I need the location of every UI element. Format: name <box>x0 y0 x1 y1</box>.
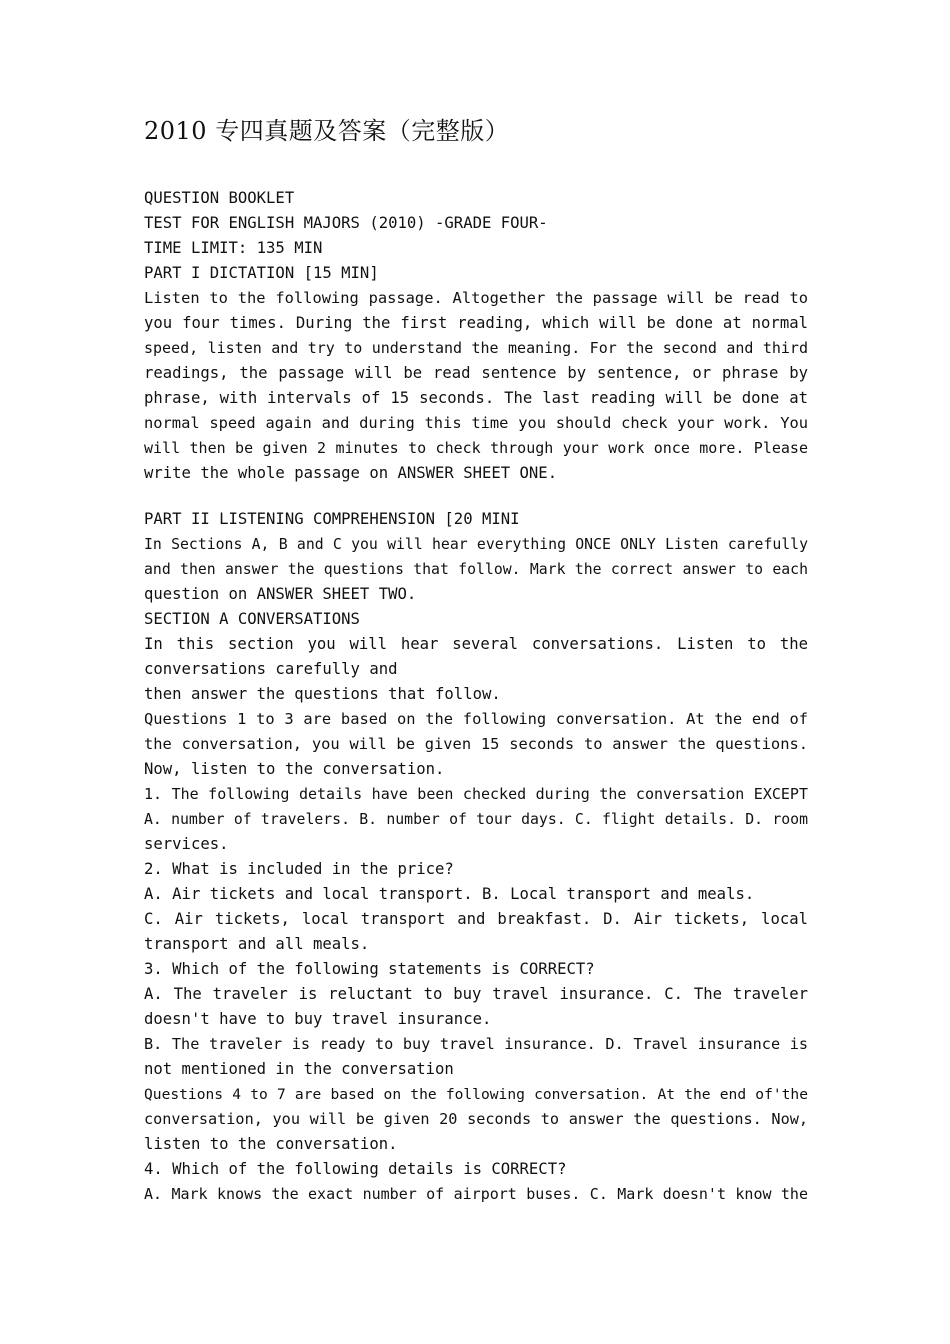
text-line: B. The traveler is ready to buy travel insurance. D. Travel insurance is <box>144 1035 808 1053</box>
text-line: TIME LIMIT: 135 MIN <box>144 239 323 257</box>
document-body <box>144 186 808 1207</box>
text-line: question on ANSWER SHEET TWO. <box>144 585 417 603</box>
text-line: transport and all meals. <box>144 935 370 953</box>
text-line: will then be given 2 minutes to check through your work once more. Please <box>144 439 808 457</box>
text-line: Questions 4 to 7 are based on the following conversation. At the end of'the <box>144 1086 808 1103</box>
text-line: QUESTION BOOKLET <box>144 189 295 207</box>
text-line: SECTION A CONVERSATIONS <box>144 610 360 628</box>
text-line: doesn't have to buy travel insurance. <box>144 1010 492 1028</box>
text-line: 1. The following details have been checked during the conversation EXCEPT <box>144 785 808 803</box>
text-line: you four times. During the first reading, which will be done at normal <box>144 314 808 332</box>
text-line: Questions 1 to 3 are based on the following conversation. At the end of <box>144 710 808 728</box>
text-line: and then answer the questions that follow. Mark the correct answer to each <box>144 561 808 578</box>
text-line: TEST FOR ENGLISH MAJORS (2010) -GRADE FOUR- <box>144 214 548 232</box>
text-line: write the whole passage on ANSWER SHEET ONE. <box>144 464 558 482</box>
text-line: 2. What is included in the price? <box>144 860 454 878</box>
text-line: A. number of travelers. B. number of tour days. C. flight details. D. room <box>144 811 808 828</box>
document-title: 2010 专四真题及答案（完整版） <box>144 117 510 145</box>
text-line: then answer the questions that follow. <box>144 685 501 703</box>
text-line: conversations carefully and <box>144 660 398 678</box>
text-line: conversation, you will be given 20 seconds to answer the questions. Now, <box>144 1110 808 1128</box>
text-line: listen to the conversation. <box>144 1135 398 1153</box>
text-line: phrase, with intervals of 15 seconds. The last reading will be done at <box>144 389 808 407</box>
text-line: services. <box>144 835 229 853</box>
text-line: speed, listen and try to understand the meaning. For the second and third <box>144 339 808 357</box>
text-line: not mentioned in the conversation <box>144 1060 454 1078</box>
text-line: A. Air tickets and local transport. B. Local transport and meals. <box>144 885 755 903</box>
text-line: normal speed again and during this time you should check your work. You <box>144 414 808 432</box>
text-line: 4. Which of the following details is CORRECT? <box>144 1160 567 1178</box>
text-line: PART II LISTENING COMPREHENSION [20 MINI <box>144 510 520 528</box>
text-line: PART I DICTATION [15 MIN] <box>144 264 379 282</box>
text-line: A. The traveler is reluctant to buy travel insurance. C. The traveler <box>144 985 808 1003</box>
text-line: Now, listen to the conversation. <box>144 760 445 778</box>
text-line: 3. Which of the following statements is CORRECT? <box>144 960 595 978</box>
text-line: In this section you will hear several conversations. Listen to the <box>144 635 808 653</box>
text-line: In Sections A, B and C you will hear everything ONCE ONLY Listen carefully <box>144 536 808 553</box>
paragraph-gap <box>144 486 808 507</box>
text-line: readings, the passage will be read sentence by sentence, or phrase by <box>144 364 808 382</box>
text-line: the conversation, you will be given 15 seconds to answer the questions. <box>144 735 808 753</box>
text-line: Listen to the following passage. Altogether the passage will be read to <box>144 289 808 307</box>
text-line: C. Air tickets, local transport and breakfast. D. Air tickets, local <box>144 910 808 928</box>
text-line: A. Mark knows the exact number of airport buses. C. Mark doesn't know the <box>144 1185 808 1203</box>
